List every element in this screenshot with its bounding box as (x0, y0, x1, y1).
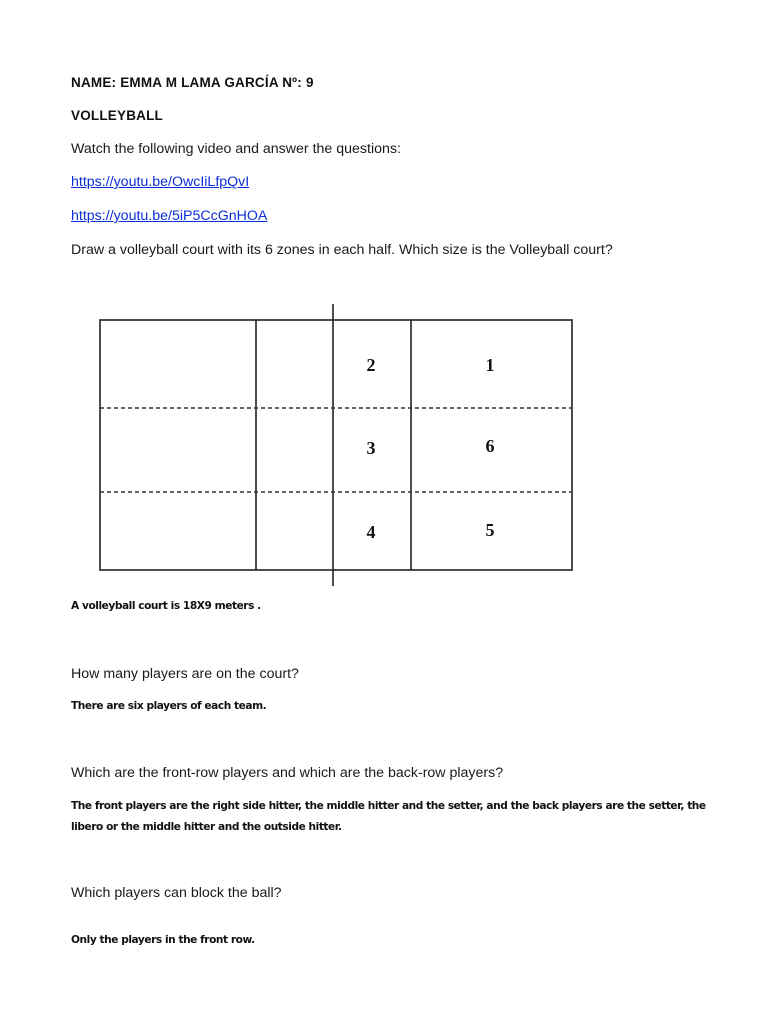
question-court: Draw a volleyball court with its 6 zones in each half. Which size is the Volleyball court? (71, 242, 613, 258)
video-link-2[interactable]: https://youtu.be/5iP5CcGnHOA (71, 208, 268, 224)
answer-rows: The front players are the right side hitter, the middle hitter and the setter, and the back players are the setter, the libero or the middle hitter and the outside hitter. (71, 800, 706, 833)
court-outline (100, 320, 572, 570)
volleyball-court-diagram (95, 300, 577, 590)
answer-court-size: A volleyball court is 18X9 meters . (71, 600, 261, 612)
video-link-1[interactable]: https://youtu.be/OwcIiLfpQvI (71, 174, 250, 190)
zone-5-label: 5 (485, 520, 495, 540)
question-rows: Which are the front-row players and which are the back-row players? (71, 765, 504, 781)
instruction-text: Watch the following video and answer the questions: (71, 141, 401, 157)
question-block: Which players can block the ball? (71, 885, 282, 901)
zone-1-label: 1 (485, 355, 495, 375)
question-players-count: How many players are on the court? (71, 666, 299, 682)
subject-title: VOLLEYBALL (71, 108, 163, 123)
answer-players-count: There are six players of each team. (71, 700, 267, 712)
name-line: NAME: EMMA M LAMA GARCÍA Nº: 9 (71, 75, 314, 90)
zone-6-label: 6 (485, 436, 495, 456)
zone-2-label: 2 (366, 355, 376, 375)
zone-3-label: 3 (366, 438, 376, 458)
answer-block: Only the players in the front row. (71, 934, 255, 946)
zone-4-label: 4 (366, 522, 376, 542)
